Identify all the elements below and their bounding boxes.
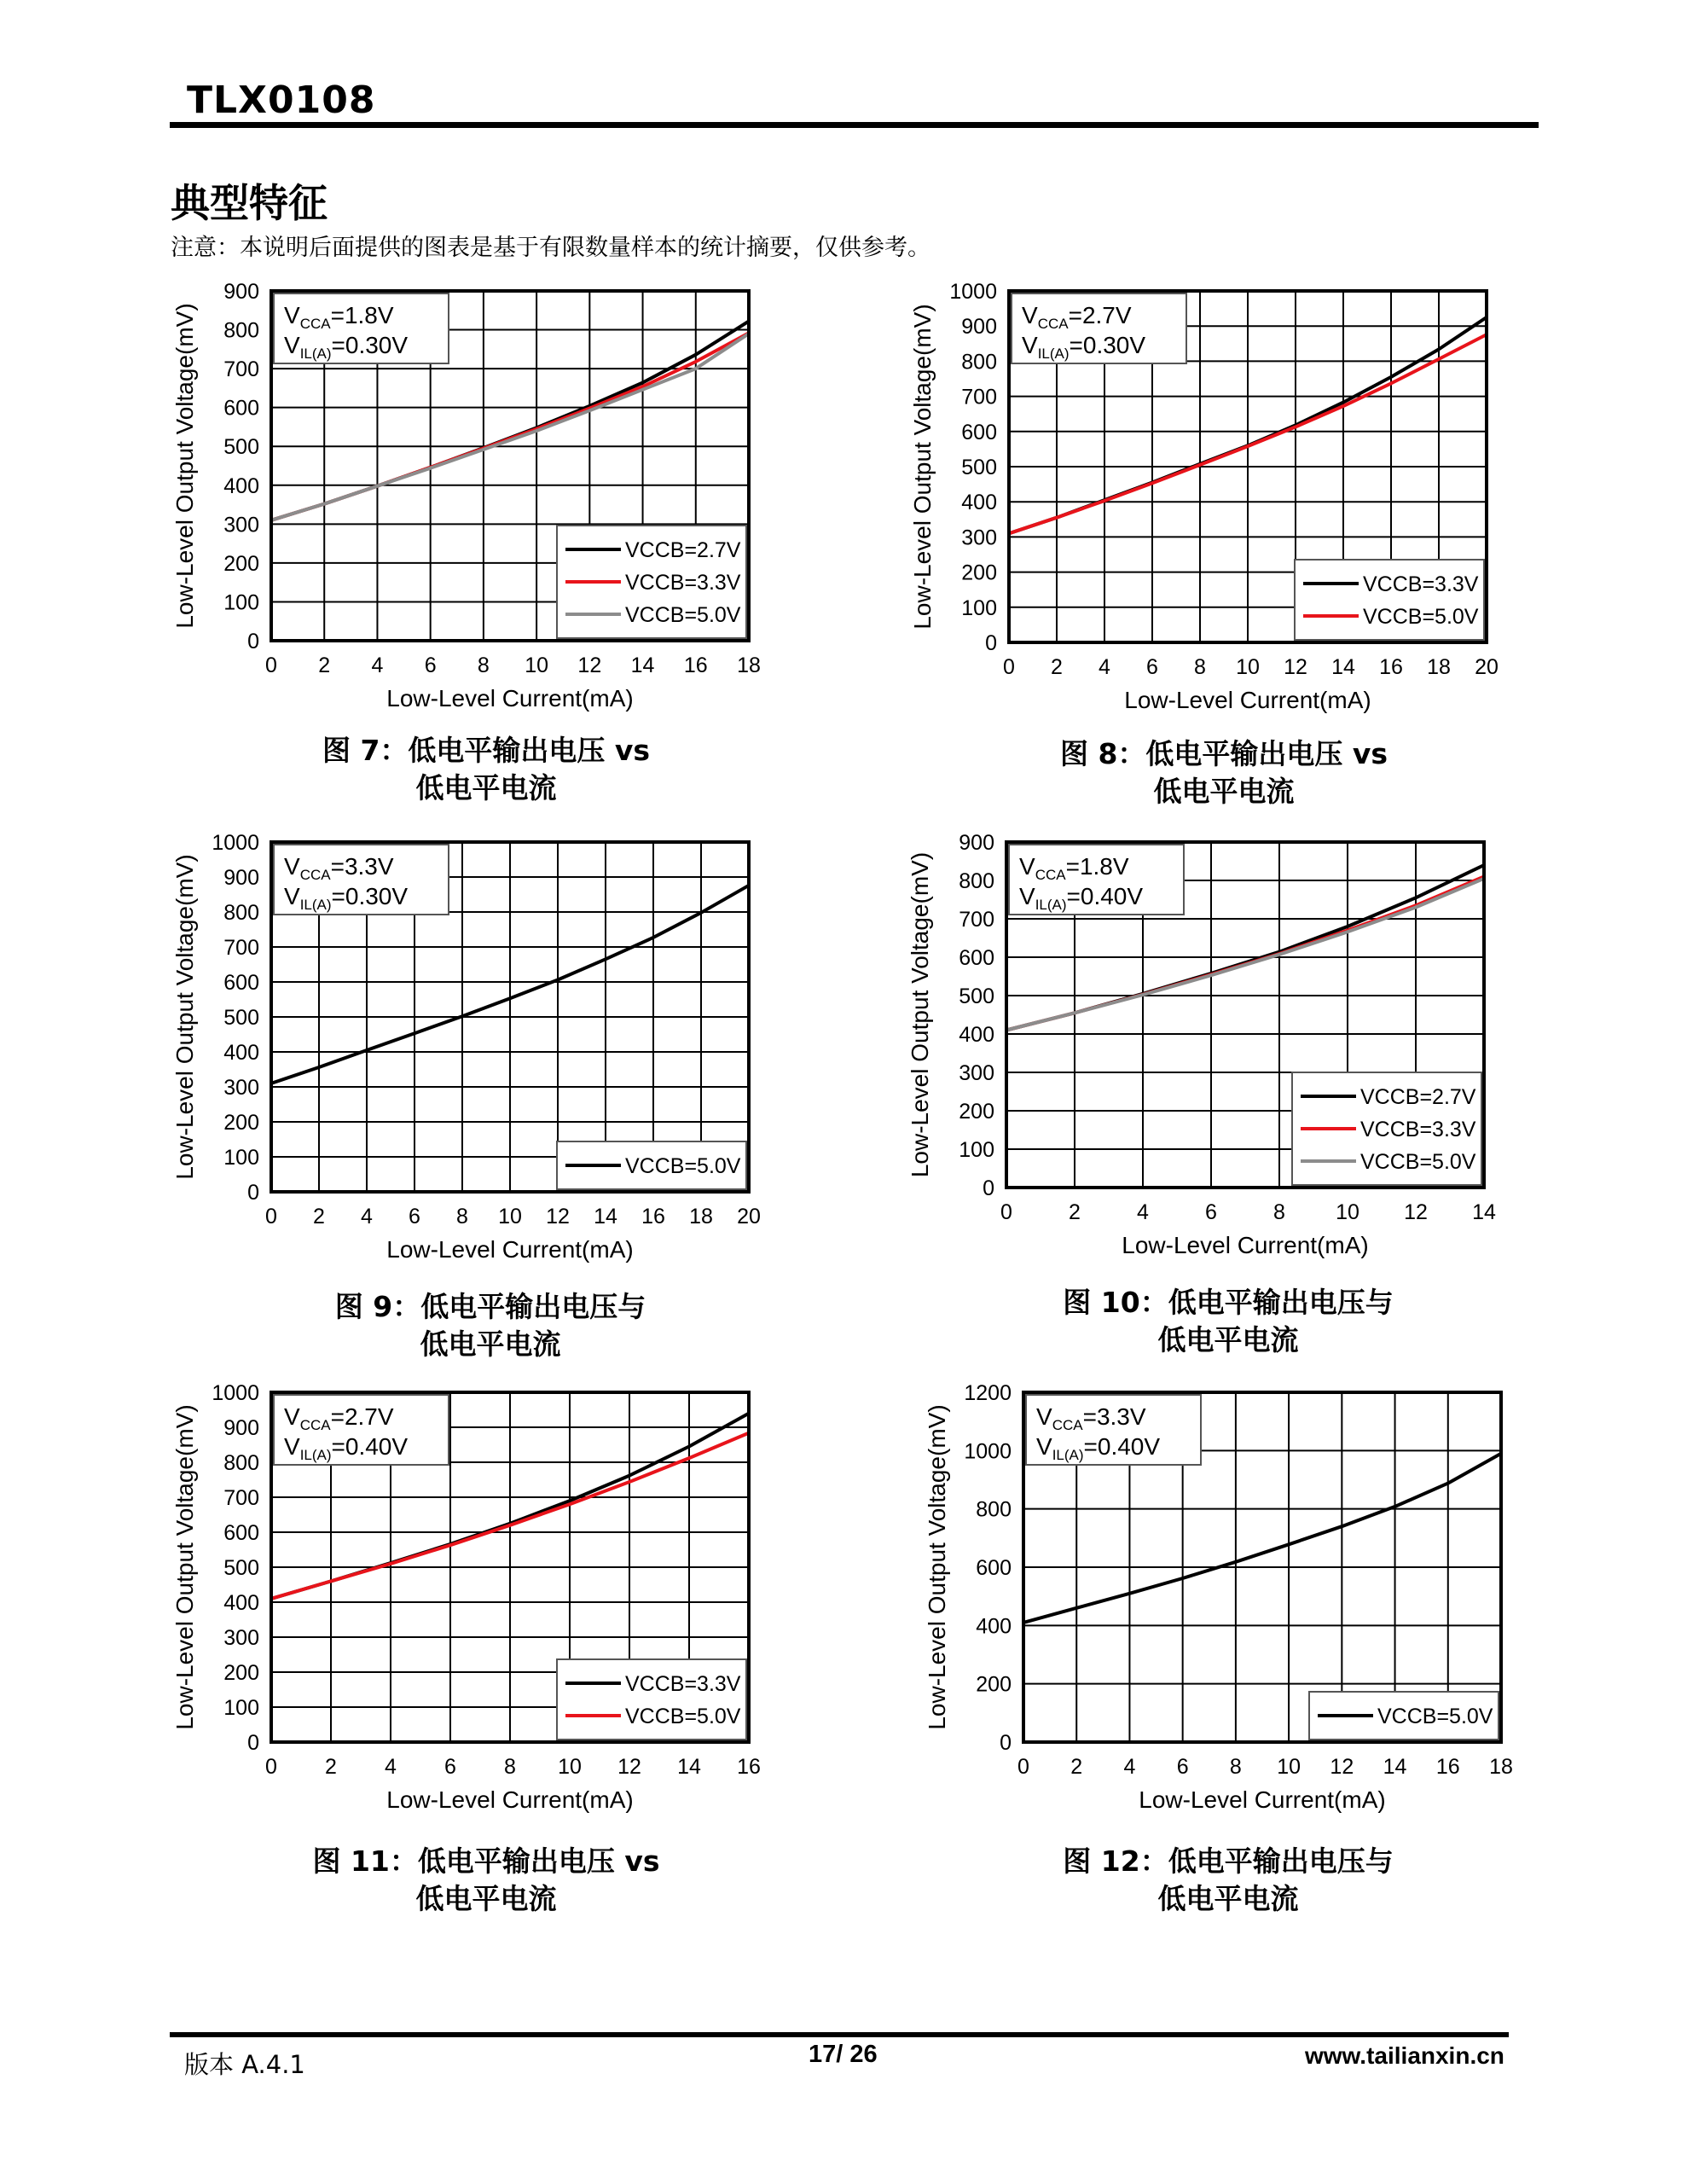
caption-fig9 — [286, 1288, 695, 1363]
caption-fig11-subtitle: 低电平电流 — [415, 1882, 557, 1915]
footer-website-link[interactable]: www.tailianxin.cn — [1305, 2042, 1504, 2069]
chart5-legend-label-1: VCCB=3.3V — [625, 1672, 741, 1696]
chart2-xtick-label: 4 — [1099, 655, 1110, 679]
chart2-xtick-label: 6 — [1146, 655, 1158, 679]
chart6-xtick-label: 2 — [1070, 1755, 1083, 1779]
chart6-xtick-label: 8 — [1229, 1755, 1242, 1779]
chart2-xtick-label: 14 — [1331, 655, 1355, 679]
chart5-xtick-label: 10 — [558, 1755, 582, 1779]
chart6-ytick-label: 1000 — [964, 1439, 1012, 1464]
chart6-xtick-label: 0 — [1017, 1755, 1029, 1779]
chart3-xtick-label: 6 — [409, 1205, 420, 1228]
chart5-xtick-label: 2 — [325, 1755, 337, 1779]
chart3-ytick-label: 0 — [247, 1181, 259, 1205]
chart5-ytick-label: 300 — [223, 1626, 259, 1650]
chart4-xtick-label: 0 — [1000, 1200, 1012, 1224]
caption-fig8 — [1019, 735, 1429, 810]
chart4-legend-label-2: VCCB=3.3V — [1360, 1118, 1476, 1141]
chart2-legend-label-1: VCCB=3.3V — [1363, 572, 1479, 596]
chart4-yaxis-title: Low-Level Output Voltage(mV) — [907, 851, 933, 1178]
caption-fig10 — [1023, 1284, 1433, 1359]
chart3-ytick-label: 700 — [223, 936, 259, 960]
chart6-ytick-label: 1200 — [964, 1381, 1012, 1405]
footer-rule — [170, 2032, 1509, 2037]
chart5-xtick-label: 8 — [504, 1755, 516, 1779]
chart3-ytick-label: 100 — [223, 1146, 259, 1170]
chart5-xtick-label: 6 — [444, 1755, 456, 1779]
chart6-series-1-line — [1023, 1454, 1501, 1623]
chart5-ytick-label: 200 — [223, 1661, 259, 1685]
chart1-annotation-vcca: $V_{CCA}=1.8V$ — [284, 302, 394, 332]
chart6-annotation-vcca: $V_{CCA}=3.3V$ — [1036, 1403, 1146, 1433]
chart1-ytick-label: 0 — [247, 630, 259, 653]
chart5-ytick-label: 0 — [247, 1731, 259, 1755]
chart6-annotation-vil: $V_{IL(A)}=0.40V$ — [1036, 1433, 1161, 1463]
chart6-yaxis-title: Low-Level Output Voltage(mV) — [924, 1404, 950, 1730]
chart5-annotation-vil: $V_{IL(A)}=0.40V$ — [284, 1433, 409, 1463]
chart1-ytick-label: 900 — [223, 280, 259, 304]
caption-fig10-subtitle: 低电平电流 — [1157, 1323, 1299, 1356]
chart1-xtick-label: 8 — [477, 653, 490, 677]
chart2-xtick-label: 20 — [1475, 655, 1499, 679]
chart3-xtick-label: 10 — [498, 1205, 522, 1228]
chart3-xtick-label: 4 — [361, 1205, 373, 1228]
chart3-ytick-label: 900 — [223, 866, 259, 890]
chart1-legend-label-2: VCCB=3.3V — [625, 571, 741, 595]
chart5-ytick-label: 900 — [223, 1416, 259, 1440]
chart2-xaxis-title: Low-Level Current(mA) — [1124, 687, 1371, 713]
chart2-ytick-label: 0 — [985, 631, 997, 655]
chart4-ytick-label: 200 — [959, 1100, 994, 1124]
chart3-annotation-vcca: $V_{CCA}=3.3V$ — [284, 853, 394, 883]
chart6-xtick-label: 18 — [1489, 1755, 1513, 1779]
caption-fig9-subtitle: 低电平电流 — [420, 1327, 561, 1361]
chart6-ytick-label: 400 — [976, 1614, 1012, 1639]
chart6-ytick-label: 800 — [976, 1497, 1012, 1522]
chart4-xtick-label: 4 — [1137, 1200, 1149, 1224]
chart4-xtick-label: 6 — [1205, 1200, 1217, 1224]
chart1-xtick-label: 14 — [630, 653, 655, 677]
chart3-annotation-vil: $V_{IL(A)}=0.30V$ — [284, 883, 409, 913]
chart3-ytick-label: 800 — [223, 901, 259, 925]
chart3-xaxis-title: Low-Level Current(mA) — [386, 1236, 634, 1263]
chart2-ytick-label: 400 — [961, 491, 997, 515]
chart3-ytick-label: 200 — [223, 1111, 259, 1135]
chart6-xtick-label: 6 — [1176, 1755, 1189, 1779]
chart4-xaxis-title: Low-Level Current(mA) — [1122, 1232, 1369, 1258]
chart1-ytick-label: 500 — [223, 435, 259, 460]
chart1-xtick-label: 10 — [525, 653, 549, 677]
chart4-legend-label-1: VCCB=2.7V — [1360, 1085, 1476, 1109]
chart4-ytick-label: 600 — [959, 946, 994, 970]
chart5-legend-label-2: VCCB=5.0V — [625, 1705, 741, 1728]
caption-fig8-subtitle: 低电平电流 — [1153, 775, 1295, 808]
chart5-annotation-vcca: $V_{CCA}=2.7V$ — [284, 1403, 394, 1433]
chart5-ytick-label: 100 — [223, 1696, 259, 1720]
chart1-xtick-label: 16 — [683, 653, 708, 677]
chart2-annotation-vcca: $V_{CCA}=2.7V$ — [1022, 302, 1132, 332]
chart3-xtick-label: 14 — [594, 1205, 617, 1228]
caption-fig11-title: 图 11：低电平输出电压 vs — [312, 1844, 660, 1878]
chart1-ytick-label: 800 — [223, 318, 259, 343]
chart1-xaxis-title: Low-Level Current(mA) — [386, 685, 634, 712]
chart4-ytick-label: 300 — [959, 1061, 994, 1085]
chart1-yaxis-title: Low-Level Output Voltage(mV) — [171, 303, 198, 629]
chart2-xtick-label: 0 — [1003, 655, 1015, 679]
section-title: 典型特征 — [171, 180, 328, 226]
chart4 — [907, 831, 1496, 1258]
chart3-ytick-label: 300 — [223, 1076, 259, 1100]
chart5-xtick-label: 0 — [265, 1755, 277, 1779]
chart1-ytick-label: 400 — [223, 473, 259, 498]
chart5-yaxis-title: Low-Level Output Voltage(mV) — [171, 1404, 198, 1730]
chart2-ytick-label: 900 — [961, 315, 997, 340]
footer-page-number: 17/ 26 — [809, 2041, 878, 2068]
chart4-xtick-label: 10 — [1336, 1200, 1359, 1224]
chart1-ytick-label: 300 — [223, 513, 259, 537]
chart2-xtick-label: 18 — [1427, 655, 1451, 679]
chart6-ytick-label: 600 — [976, 1556, 1012, 1580]
chart4-xtick-label: 2 — [1069, 1200, 1081, 1224]
chart4-legend-label-3: VCCB=5.0V — [1360, 1150, 1476, 1174]
chart5-ytick-label: 500 — [223, 1556, 259, 1580]
chart4-ytick-label: 400 — [959, 1023, 994, 1047]
chart1-ytick-label: 200 — [223, 551, 259, 576]
chart2-ytick-label: 500 — [961, 456, 997, 479]
chart1-annotation-vil: $V_{IL(A)}=0.30V$ — [284, 332, 409, 362]
chart3-xtick-label: 12 — [546, 1205, 570, 1228]
section-note: 注意：本说明后面提供的图表是基于有限数量样本的统计摘要，仅供参考。 — [171, 235, 930, 261]
chart6-xtick-label: 14 — [1383, 1755, 1407, 1779]
chart2-ytick-label: 1000 — [949, 280, 997, 304]
chart4-ytick-label: 800 — [959, 869, 994, 893]
chart6-xtick-label: 10 — [1277, 1755, 1301, 1779]
chart5-xtick-label: 12 — [617, 1755, 641, 1779]
chart1-xtick-label: 18 — [737, 653, 761, 677]
chart6-ytick-label: 0 — [1000, 1731, 1012, 1755]
chart2-xtick-label: 8 — [1194, 655, 1206, 679]
caption-fig10-title: 图 10：低电平输出电压与 — [1063, 1286, 1394, 1319]
chart6-xtick-label: 12 — [1330, 1755, 1354, 1779]
chart3-ytick-label: 600 — [223, 971, 259, 995]
chart3-yaxis-title: Low-Level Output Voltage(mV) — [171, 854, 198, 1180]
chart5-xtick-label: 4 — [385, 1755, 397, 1779]
chart3-ytick-label: 400 — [223, 1041, 259, 1065]
caption-fig8-title: 图 8：低电平输出电压 vs — [1059, 737, 1388, 770]
chart4-annotation-vcca: $V_{CCA}=1.8V$ — [1019, 853, 1129, 883]
chart5 — [171, 1381, 761, 1813]
chart2-xtick-label: 12 — [1284, 655, 1307, 679]
chart1-xtick-label: 2 — [318, 653, 331, 677]
chart4-ytick-label: 900 — [959, 831, 994, 855]
chart6-legend-label-1: VCCB=5.0V — [1377, 1705, 1493, 1728]
chart2-annotation-vil: $V_{IL(A)}=0.30V$ — [1022, 332, 1146, 362]
chart3-xtick-label: 16 — [641, 1205, 665, 1228]
chart2-xtick-label: 16 — [1379, 655, 1403, 679]
chart2-ytick-label: 200 — [961, 561, 997, 585]
chart2-legend-label-2: VCCB=5.0V — [1363, 605, 1479, 629]
caption-fig11 — [281, 1843, 691, 1918]
chart1-legend-label-3: VCCB=5.0V — [625, 603, 741, 627]
caption-fig12-title: 图 12：低电平输出电压与 — [1063, 1844, 1394, 1878]
caption-fig12 — [1023, 1843, 1433, 1918]
footer-version: 版本 A.4.1 — [184, 2050, 305, 2079]
chart6-xtick-label: 16 — [1435, 1755, 1460, 1779]
caption-fig9-title: 图 9：低电平输出电压与 — [334, 1290, 646, 1323]
chart3-ytick-label: 500 — [223, 1006, 259, 1030]
caption-fig12-subtitle: 低电平电流 — [1157, 1882, 1299, 1915]
chart5-xtick-label: 14 — [677, 1755, 701, 1779]
chart3 — [171, 831, 761, 1263]
chart2-yaxis-title: Low-Level Output Voltage(mV) — [909, 304, 936, 630]
chart5-xtick-label: 16 — [737, 1755, 761, 1779]
chart1 — [171, 280, 761, 712]
chart2-xtick-label: 2 — [1051, 655, 1063, 679]
chart5-ytick-label: 700 — [223, 1486, 259, 1510]
chart4-ytick-label: 0 — [983, 1176, 994, 1200]
chart4-annotation-vil: $V_{IL(A)}=0.40V$ — [1019, 883, 1144, 913]
chart4-xtick-label: 8 — [1273, 1200, 1285, 1224]
caption-fig7-title: 图 7：低电平输出电压 vs — [322, 734, 651, 767]
chart2-ytick-label: 700 — [961, 385, 997, 410]
chart5-ytick-label: 600 — [223, 1521, 259, 1545]
chart1-ytick-label: 700 — [223, 357, 259, 382]
chart1-xtick-label: 0 — [265, 653, 277, 677]
chart4-xtick-label: 12 — [1404, 1200, 1428, 1224]
document-title: TLX0108 — [187, 78, 376, 122]
chart4-ytick-label: 500 — [959, 985, 994, 1008]
chart5-xaxis-title: Low-Level Current(mA) — [386, 1786, 634, 1813]
chart1-xtick-label: 12 — [577, 653, 602, 677]
chart2-ytick-label: 800 — [961, 350, 997, 375]
chart1-xtick-label: 4 — [371, 653, 384, 677]
chart4-xtick-label: 14 — [1472, 1200, 1496, 1224]
chart3-xtick-label: 2 — [313, 1205, 325, 1228]
chart4-ytick-label: 700 — [959, 908, 994, 932]
chart1-xtick-label: 6 — [424, 653, 437, 677]
chart3-xtick-label: 20 — [737, 1205, 761, 1228]
chart2-xtick-label: 10 — [1236, 655, 1260, 679]
caption-fig7 — [281, 732, 691, 807]
chart3-legend-label-1: VCCB=5.0V — [625, 1154, 741, 1178]
chart5-ytick-label: 800 — [223, 1451, 259, 1475]
chart3-ytick-label: 1000 — [212, 831, 259, 855]
chart6-xaxis-title: Low-Level Current(mA) — [1139, 1786, 1386, 1813]
chart5-ytick-label: 400 — [223, 1591, 259, 1615]
chart3-xtick-label: 0 — [265, 1205, 277, 1228]
chart3-xtick-label: 8 — [456, 1205, 468, 1228]
chart1-ytick-label: 100 — [223, 590, 259, 615]
chart2 — [909, 280, 1499, 713]
caption-fig7-subtitle: 低电平电流 — [415, 771, 557, 804]
chart1-ytick-label: 600 — [223, 396, 259, 421]
chart5-ytick-label: 1000 — [212, 1381, 259, 1405]
chart2-ytick-label: 300 — [961, 526, 997, 550]
chart2-ytick-label: 600 — [961, 420, 997, 444]
chart3-xtick-label: 18 — [689, 1205, 713, 1228]
chart6-xtick-label: 4 — [1123, 1755, 1136, 1779]
chart6-ytick-label: 200 — [976, 1672, 1012, 1697]
chart6 — [924, 1381, 1513, 1813]
chart2-ytick-label: 100 — [961, 595, 997, 620]
chart4-ytick-label: 100 — [959, 1138, 994, 1162]
chart1-legend-label-1: VCCB=2.7V — [625, 538, 741, 562]
